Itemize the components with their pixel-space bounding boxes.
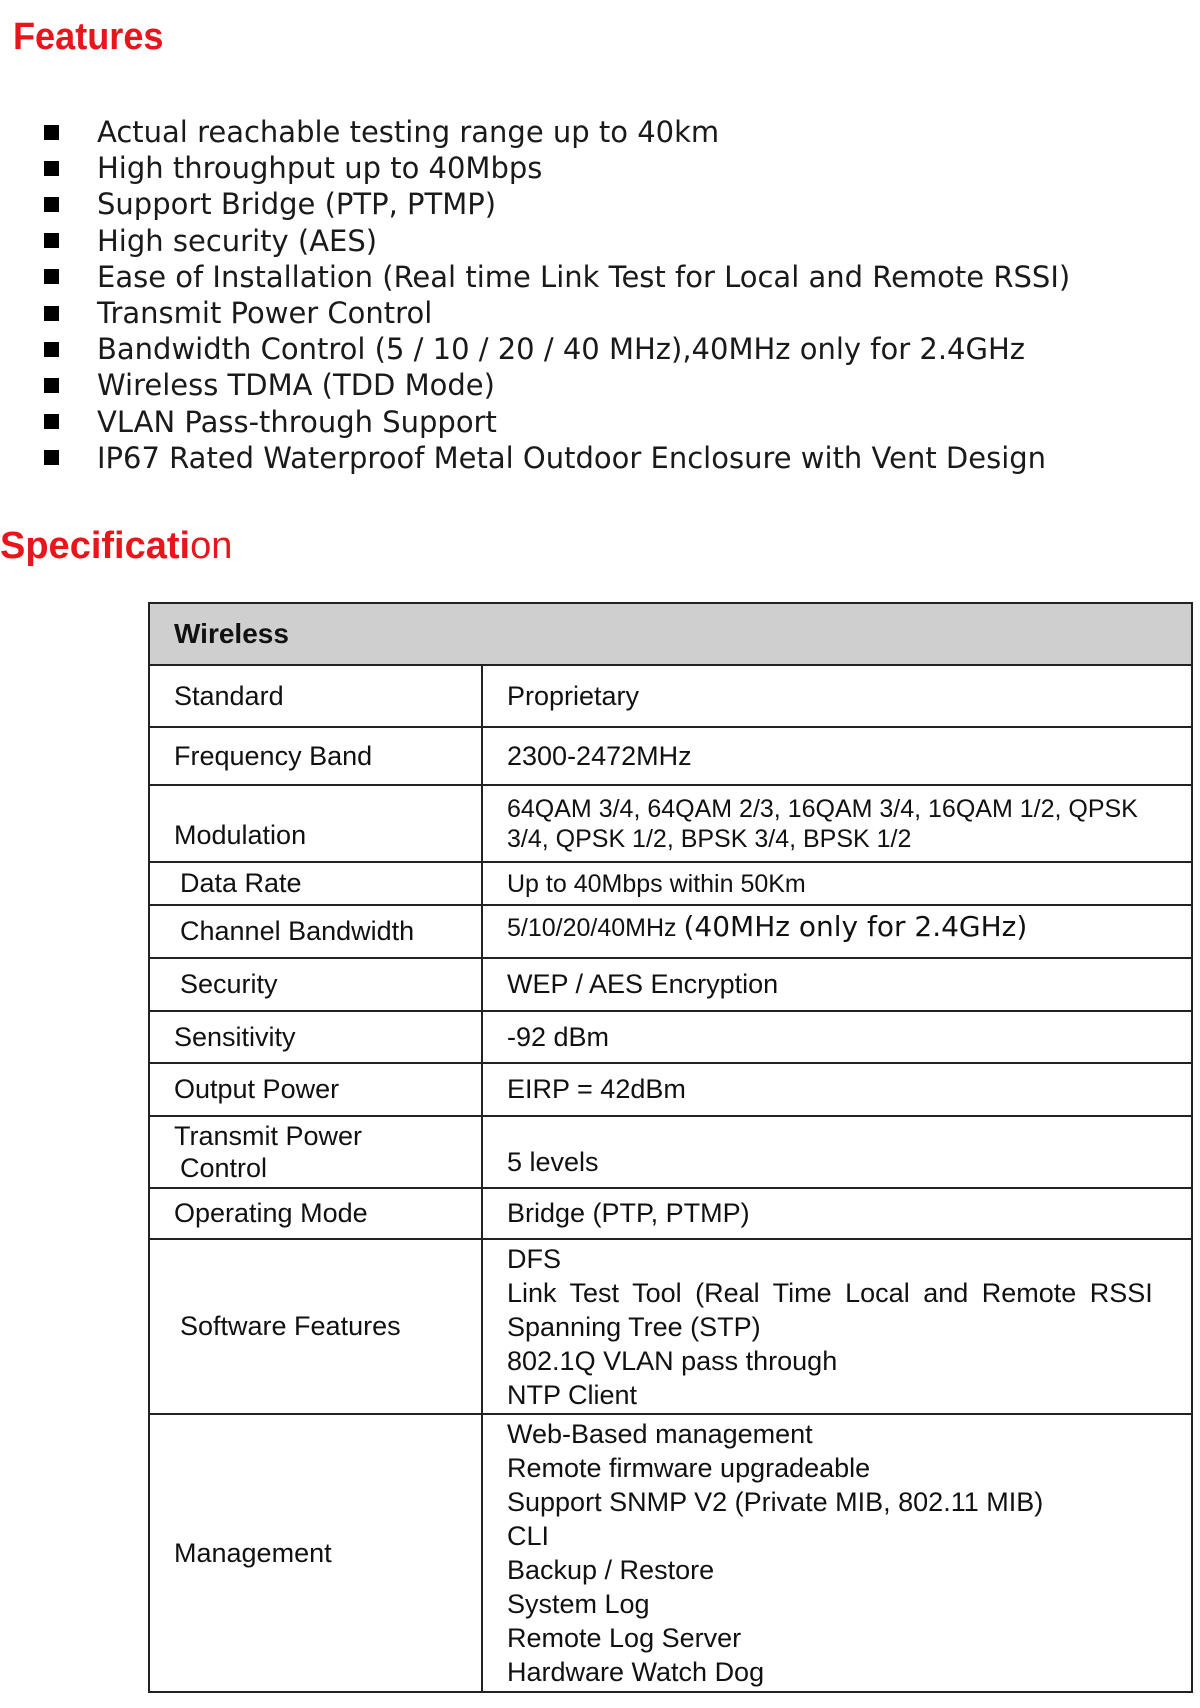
square-bullet-icon xyxy=(44,378,59,393)
row-value-operating-mode: Bridge (PTP, PTMP) xyxy=(482,1188,1192,1239)
square-bullet-icon xyxy=(44,125,59,140)
list-item: High security (AES) xyxy=(44,223,1070,259)
features-title: Features xyxy=(13,16,164,58)
square-bullet-icon xyxy=(44,414,59,429)
row-value-security: WEP / AES Encryption xyxy=(482,958,1192,1011)
row-value-transmit-power-control: 5 levels xyxy=(482,1116,1192,1188)
table-row xyxy=(149,1116,1192,1188)
row-value-data-rate: Up to 40Mbps within 50Km xyxy=(482,862,1192,905)
list-item: Actual reachable testing range up to 40km xyxy=(44,114,1070,150)
list-item: Bandwidth Control (5 / 10 / 20 / 40 MHz),40MHz only for 2.4GHz xyxy=(44,331,1070,367)
row-label-data-rate: Data Rate xyxy=(149,862,482,905)
table-row xyxy=(149,1063,1192,1116)
square-bullet-icon xyxy=(44,161,59,176)
list-item: High throughput up to 40Mbps xyxy=(44,150,1070,186)
row-label-security: Security xyxy=(149,958,482,1011)
row-label-operating-mode: Operating Mode xyxy=(149,1188,482,1239)
table-row xyxy=(149,1414,1192,1692)
table-row xyxy=(149,862,1192,905)
specification-title: Specification xyxy=(0,525,233,567)
list-item: Wireless TDMA (TDD Mode) xyxy=(44,367,1070,403)
square-bullet-icon xyxy=(44,306,59,321)
row-label-standard: Standard xyxy=(149,665,482,727)
row-label-sensitivity: Sensitivity xyxy=(149,1011,482,1063)
row-label-software-features: Software Features xyxy=(149,1239,482,1414)
list-item: VLAN Pass-through Support xyxy=(44,404,1070,440)
table-row xyxy=(149,727,1192,785)
table-row xyxy=(149,1188,1192,1239)
row-label-output-power: Output Power xyxy=(149,1063,482,1116)
square-bullet-icon xyxy=(44,450,59,465)
table-row xyxy=(149,785,1192,862)
list-item: Support Bridge (PTP, PTMP) xyxy=(44,186,1070,222)
list-item: Ease of Installation (Real time Link Test for Local and Remote RSSI) xyxy=(44,259,1070,295)
list-item: Transmit Power Control xyxy=(44,295,1070,331)
list-item: IP67 Rated Waterproof Metal Outdoor Enclosure with Vent Design xyxy=(44,440,1070,476)
row-value-sensitivity: -92 dBm xyxy=(482,1011,1192,1063)
table-row xyxy=(149,1239,1192,1414)
row-label-modulation: Modulation xyxy=(149,785,482,862)
row-value-frequency-band: 2300-2472MHz xyxy=(482,727,1192,785)
specification-table xyxy=(148,602,1193,1693)
row-label-frequency-band: Frequency Band xyxy=(149,727,482,785)
row-value-standard: Proprietary xyxy=(482,665,1192,727)
row-value-output-power: EIRP = 42dBm xyxy=(482,1063,1192,1116)
table-row xyxy=(149,905,1192,958)
square-bullet-icon xyxy=(44,269,59,284)
table-row xyxy=(149,1011,1192,1063)
row-label-channel-bandwidth: Channel Bandwidth xyxy=(149,905,482,958)
row-value-modulation: 64QAM 3/4, 64QAM 2/3, 16QAM 3/4, 16QAM 1/2, QPSK 3/4, QPSK 1/2, BPSK 3/4, BPSK 1/2 xyxy=(482,785,1192,862)
square-bullet-icon xyxy=(44,233,59,248)
square-bullet-icon xyxy=(44,197,59,212)
table-header-wireless: Wireless xyxy=(149,603,1192,665)
square-bullet-icon xyxy=(44,342,59,357)
table-row xyxy=(149,958,1192,1011)
row-label-management: Management xyxy=(149,1414,482,1692)
row-label-transmit-power-control: Transmit Power Control xyxy=(149,1116,482,1188)
table-row xyxy=(149,665,1192,727)
table-header-row xyxy=(149,603,1192,665)
row-value-software-features: DFS Link Test Tool (Real Time Local and Remote RSSI Spanning Tree (STP) 802.1Q VLAN pass through NTP Client xyxy=(482,1239,1192,1414)
row-value-management: Web-Based management Remote firmware upgradeable Support SNMP V2 (Private MIB, 802.11 MIB) CLI Backup / Restore System Log Remote Log Server Hardware Watch Dog xyxy=(482,1414,1192,1692)
feature-list xyxy=(44,114,1070,476)
row-value-channel-bandwidth: 5/10/20/40MHz (40MHz only for 2.4GHz) xyxy=(482,905,1192,958)
